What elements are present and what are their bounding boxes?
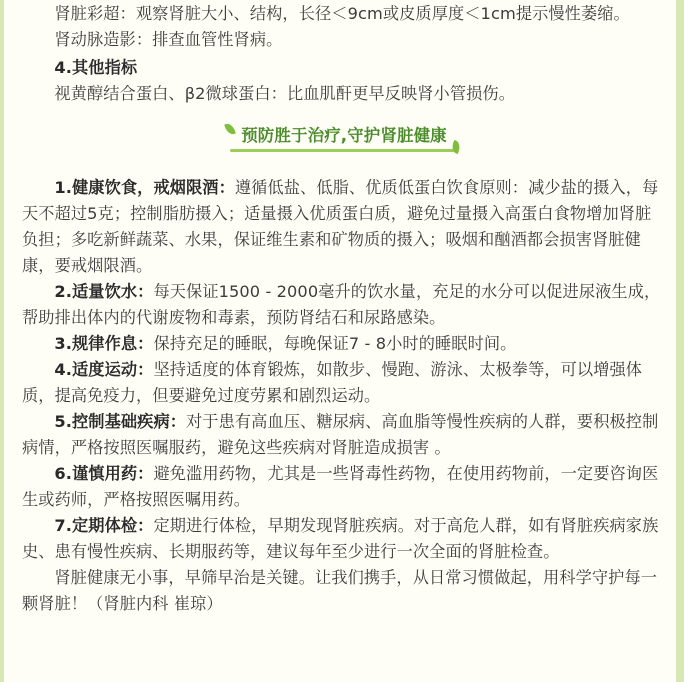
item-title: 2.适量饮水： — [54, 282, 154, 301]
prevention-item — [22, 357, 666, 409]
prevention-item — [22, 175, 666, 279]
item-title: 1.健康饮食，戒烟限酒： — [54, 178, 235, 197]
item-text: 坚持适度的体育锻炼，如散步、慢跑、游泳、太极拳等，可以增强体质，提高免疫力，但要避免过度劳累和剧烈运动。 — [22, 360, 643, 405]
leaf-icon — [224, 122, 236, 136]
closing-paragraph: 肾脏健康无小事，早筛早治是关键。让我们携手，从日常习惯做起，用科学守护每一颗肾脏！（肾脏内科 崔琼） — [22, 568, 658, 613]
prevention-item — [22, 409, 666, 461]
item-text: 定期进行体检，早期发现肾脏疾病。对于高危人群，如有肾脏疾病家族史、患有慢性疾病、长期服药等，建议每年至少进行一次全面的肾脏检查。 — [22, 516, 659, 561]
kidney-ultrasound-paragraph: 肾脏彩超：观察肾脏大小、结构，长径＜9cm或皮质厚度＜1cm提示慢性萎缩。 — [54, 4, 630, 23]
item-text: 每天保证1500 - 2000毫升的饮水量，充足的水分可以促进尿液生成，帮助排出体内的代谢废物和毒素，预防肾结石和尿路感染。 — [22, 282, 661, 327]
item-title: 6.谨慎用药： — [54, 464, 154, 483]
item-text: 遵循低盐、低脂、优质低蛋白饮食原则：减少盐的摄入，每天不超过5克；控制脂肪摄入；适量摄入优质蛋白质，避免过量摄入高蛋白食物增加肾脏负担；多吃新鲜蔬菜、水果，保证维生素和矿物质的摄入；吸烟和酗酒都会损害肾脏健康，要戒烟限酒。 — [22, 178, 659, 275]
item-title: 3.规律作息： — [54, 334, 154, 353]
other-indicators-heading: 4.其他指标 — [54, 58, 138, 77]
item-text: 对于患有高血压、糖尿病、高血脂等慢性疾病的人群，要积极控制病情，严格按照医嘱服药，避免这些疾病对肾脏造成损害 。 — [22, 412, 659, 457]
section-banner — [220, 121, 468, 157]
item-text: 避免滥用药物，尤其是一些肾毒性药物，在使用药物前，一定要咨询医生或药师，严格按照医嘱用药。 — [22, 464, 659, 509]
prevention-item — [22, 331, 666, 357]
item-title: 4.适度运动： — [54, 360, 154, 379]
item-text: 保持充足的睡眠，每晚保证7 - 8小时的睡眠时间。 — [153, 334, 517, 353]
banner-underline — [230, 149, 456, 152]
other-indicators-paragraph: 视黄醇结合蛋白、β2微球蛋白：比血肌酐更早反映肾小管损伤。 — [54, 84, 515, 103]
renal-angiography-paragraph: 肾动脉造影：排查血管性肾病。 — [54, 30, 283, 49]
prevention-item — [22, 461, 666, 513]
article-page — [4, 0, 676, 682]
prevention-item — [22, 279, 666, 331]
banner-title: 预防胜于治疗,守护肾脏健康 — [241, 126, 447, 145]
prevention-item — [22, 513, 666, 565]
item-title: 5.控制基础疾病： — [54, 412, 187, 431]
item-title: 7.定期体检： — [54, 516, 154, 535]
